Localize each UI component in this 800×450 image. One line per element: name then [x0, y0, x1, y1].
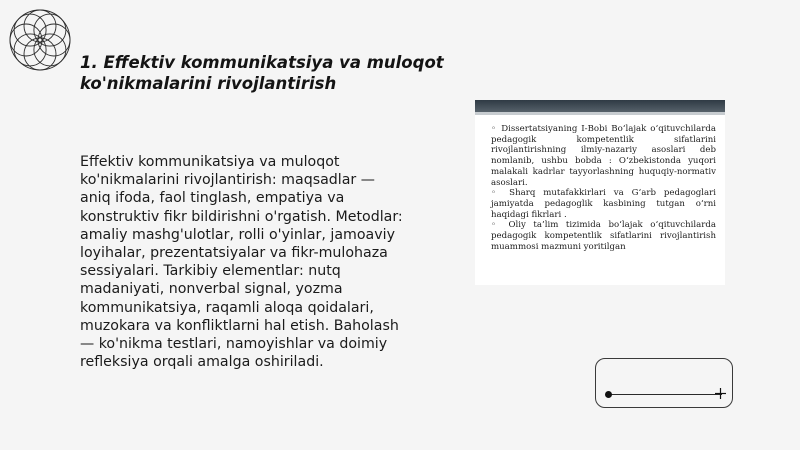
zoom-slider-widget[interactable] — [595, 358, 733, 408]
document-paragraph: ◦ Oliy ta’lim tizimida bo‘lajak o‘qituvchilarda pedagogik kompetentlik sifatlarini rivojlantirish muammosi mazmuni yoritilgan — [491, 220, 716, 252]
document-paragraph: ◦ Sharq mutafakkirlari va G‘arb pedagoglari jamiyatda pedagoglik kasbining tutgan o‘rni haqidagi fikrlari . — [491, 188, 716, 220]
slide-body-text: Effektiv kommunikatsiya va muloqot ko'nikmalarini rivojlantirish: maqsadlar — aniq ifoda, faol tinglash, empatiya va konstruktiv fikr bildirishni o'rgatish. Metodlar: amaliy mashg'ulotlar, rolli o'yinlar, jamoaviy loyihalar, prezentatsiyalar va fikr-mulohaza sessiyalari. Tarkibiy elementlar: nutq madaniyati, nonverbal signal, yozma kommunikatsiya, raqamli aloqa qoidalari, muzokara va konfliktlarni hal etish. Baholash — ko'nikma testlari, namoyishlar va doimiy refleksiya orqali amalga oshiriladi. — [80, 154, 403, 371]
document-header-bar — [475, 100, 725, 112]
document-text — [491, 124, 716, 252]
document-screenshot-image — [475, 100, 725, 285]
document-paragraph: ◦ Dissertatsiyaning I-Bobi Bo‘lajak o‘qituvchilarda pedagogik kompetentlik sifatlarini rivojlantirishning ilmiy-nazariy asoslari deb nomlanib, ushbu bobda : O‘zbekistonda yuqori malakali kadrlar tayyorlashning huquqiy-normativ asoslari. — [491, 124, 716, 188]
slider-handle[interactable] — [605, 391, 612, 398]
slider-track[interactable] — [608, 394, 722, 395]
spirograph-ornament-icon — [0, 0, 80, 80]
plus-icon[interactable] — [713, 386, 728, 401]
document-header-shadow — [475, 112, 725, 115]
slide-title: 1. Effektiv kommunikatsiya va muloqot ko'nikmalarini rivojlantirish — [80, 53, 444, 93]
